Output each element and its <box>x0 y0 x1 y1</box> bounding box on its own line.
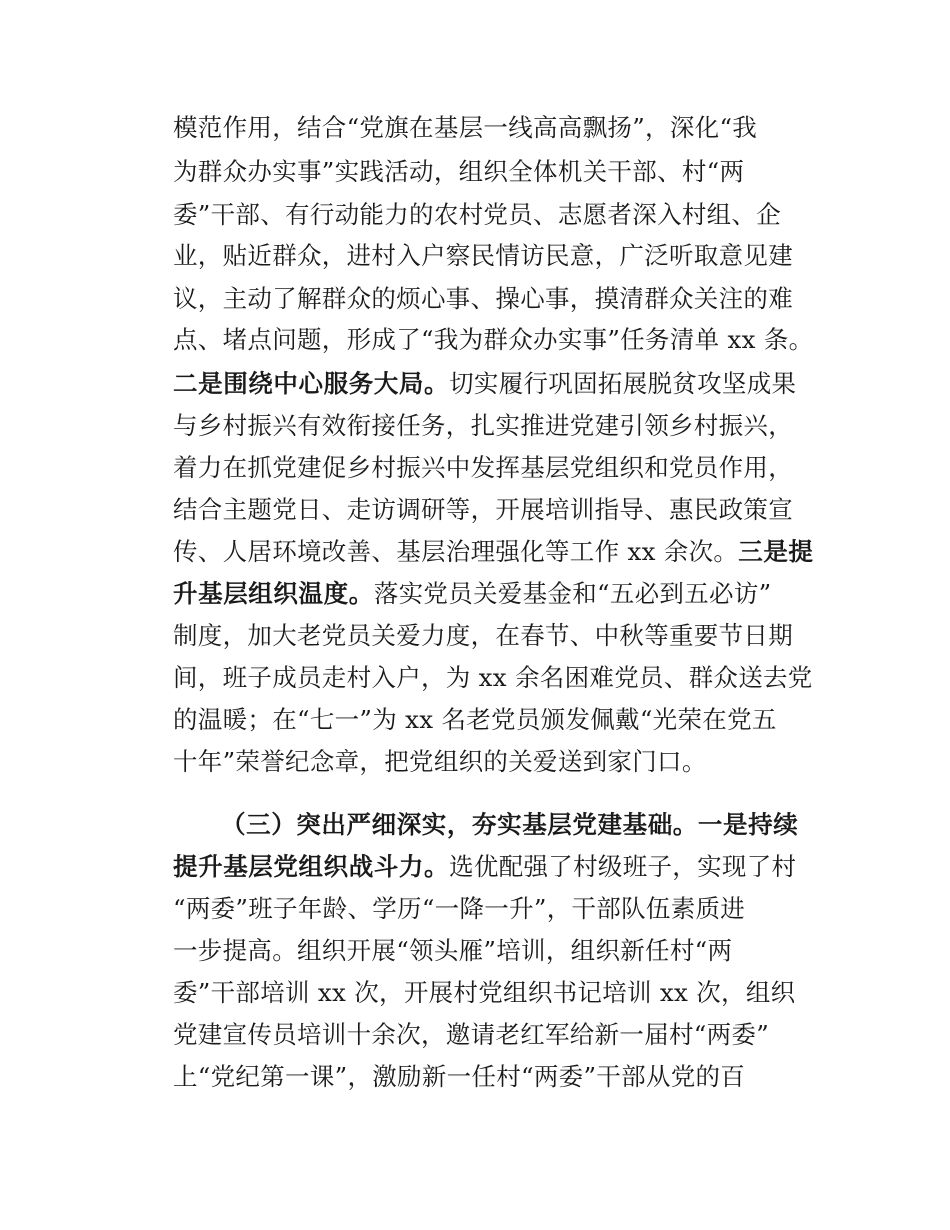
text-run: 为群众办实事”实践活动，组织全体机关干部、村“两 <box>173 157 745 186</box>
text-line <box>173 537 814 567</box>
text-line <box>173 852 796 882</box>
text-run: 委”干部、有行动能力的农村党员、志愿者深入村组、企 <box>173 200 782 229</box>
text-run: 选优配强了村级班子，实现了村 <box>449 852 797 881</box>
text-run: 与乡村振兴有效衔接任务，扎实推进党建引领乡村振兴， <box>173 411 793 440</box>
text-run: 间，班子成员走村入户，为 xx 余名困难党员、群众送去党 <box>173 663 813 692</box>
text-run: 点、堵点问题，形成了“我为群众办实事”任务清单 xx 条。 <box>173 325 814 354</box>
text-run: 十年”荣誉纪念章，把党组织的关爱送到家门口。 <box>173 747 707 776</box>
text-line <box>173 113 757 143</box>
text-run: 传、人居环境改善、基层治理强化等工作 xx 余次。 <box>173 537 739 566</box>
bold-heading-run: 提升基层党组织战斗力。 <box>173 852 450 881</box>
text-run: 议，主动了解群众的烦心事、操心事，摸清群众关注的难 <box>173 284 793 313</box>
text-line <box>173 241 793 271</box>
text-run: 党建宣传员培训十余次，邀请老红军给新一届村“两委” <box>173 1020 770 1049</box>
text-run: 业，贴近群众，进村入户察民情访民意，广泛听取意见建 <box>173 241 793 270</box>
text-line <box>173 894 745 924</box>
text-line <box>173 747 707 777</box>
section-heading-line <box>221 810 798 840</box>
text-line <box>173 325 813 355</box>
text-line <box>173 663 813 693</box>
bold-heading-run: 升基层组织温度。 <box>173 579 374 608</box>
text-run: 着力在抓党建促乡村振兴中发挥基层党组织和党员作用， <box>173 453 793 482</box>
text-line <box>173 411 793 441</box>
text-line <box>173 369 796 399</box>
text-run: “两委”班子年龄、学历“一降一升”，干部队伍素质进 <box>173 894 746 923</box>
text-run: 的温暖；在“七一”为 xx 名老党员颁发佩戴“光荣在党五 <box>173 705 777 734</box>
bold-heading-run: 三是提 <box>738 537 814 566</box>
bold-heading-run: 二是围绕中心服务大局。 <box>173 369 450 398</box>
text-line <box>173 621 793 651</box>
bold-heading-run: （三）突出严细深实，夯实基层党建基础。一是持续 <box>221 810 799 839</box>
text-run: 委”干部培训 xx 次，开展村党组织书记培训 xx 次，组织 <box>173 978 796 1007</box>
text-run: 切实履行巩固拓展脱贫攻坚成果 <box>449 369 797 398</box>
text-line <box>173 579 771 609</box>
text-line <box>173 453 793 483</box>
text-run: 制度，加大老党员关爱力度，在春节、中秋等重要节日期 <box>173 621 793 650</box>
text-run: 一步提高。组织开展“领头雁”培训，组织新任村“两 <box>173 936 733 965</box>
text-line <box>173 1062 745 1092</box>
text-line <box>173 495 793 525</box>
text-run: 模范作用，结合“党旗在基层一线高高飘扬”，深化“我 <box>173 113 758 142</box>
text-line <box>173 978 795 1008</box>
text-run: 结合主题党日、走访调研等，开展培训指导、惠民政策宣 <box>173 495 793 524</box>
text-line <box>173 936 732 966</box>
text-line <box>173 1020 769 1050</box>
text-line <box>173 284 793 314</box>
text-line <box>173 705 777 735</box>
text-run: 上“党纪第一课”，激励新一任村“两委”干部从党的百 <box>173 1062 746 1091</box>
text-line <box>173 200 781 230</box>
text-line <box>173 157 744 187</box>
text-run: 落实党员关爱基金和“五必到五必访” <box>373 579 772 608</box>
